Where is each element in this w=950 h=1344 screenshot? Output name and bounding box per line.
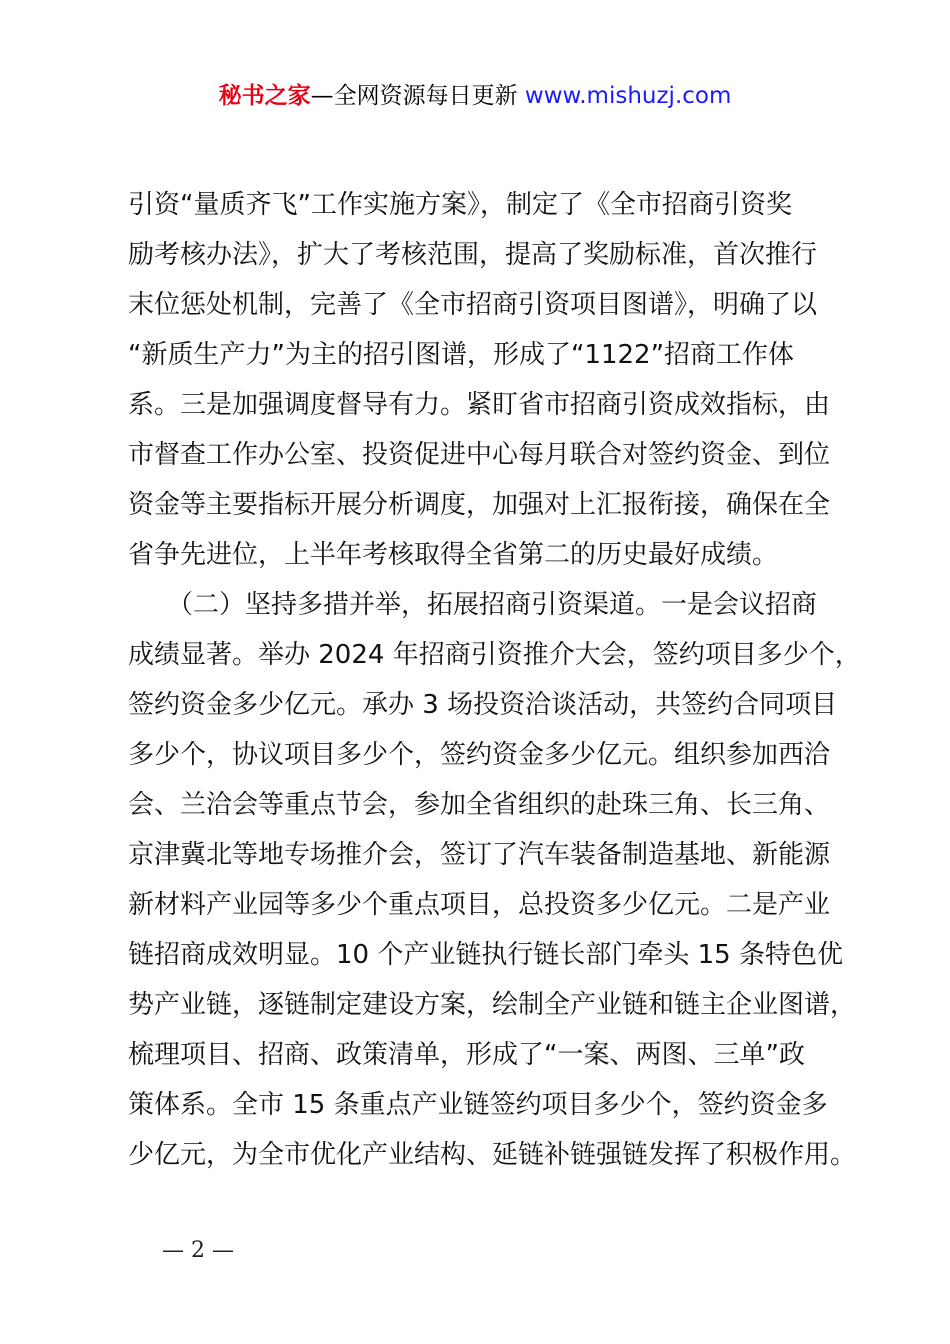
body-line: 省争先进位，上半年考核取得全省第二的历史最好成绩。 [128,540,779,570]
body-line: 末位惩处机制，完善了《全市招商引资项目图谱》，明确了以 [128,290,818,320]
body-line: 励考核办法》，扩大了考核范围，提高了奖励标准，首次推行 [128,240,818,270]
body-line: 链招商成效明显。10 个产业链执行链长部门牵头 15 条特色优 [128,940,843,970]
body-line: （二）坚持多措并举，拓展招商引资渠道。一是会议招商 [128,590,818,620]
body-line: 多少个，协议项目多少个，签约资金多少亿元。组织参加西洽 [128,740,831,770]
site-url-link[interactable]: www.mishuzj.com [524,83,732,109]
body-line: 会、兰洽会等重点节会，参加全省组织的赴珠三角、长三角、 [128,790,831,820]
body-line: 势产业链，逐链制定建设方案，绘制全产业链和链主企业图谱， [128,990,857,1020]
body-line: 策体系。全市 15 条重点产业链签约项目多少个，签约资金多 [128,1090,828,1120]
header-tagline: —全网资源每日更新 [310,83,518,109]
body-line: 签约资金多少亿元。承办 3 场投资洽谈活动，共签约合同项目 [128,690,838,720]
body-line: 新材料产业园等多少个重点项目，总投资多少亿元。二是产业 [128,890,831,920]
body-line: “新质生产力”为主的招引图谱，形成了“1122”招商工作体 [128,340,795,370]
body-line: 引资“量质齐飞”工作实施方案》，制定了《全市招商引资奖 [128,190,792,220]
page-number: — 2 — [162,1238,234,1263]
brand-name: 秘书之家 [218,83,311,109]
body-line: 成绩显著。举办 2024 年招商引资推介大会，签约项目多少个， [128,640,861,670]
site-header [0,80,950,112]
document-body [128,180,861,1180]
body-line: 京津冀北等地专场推介会，签订了汽车装备制造基地、新能源 [128,840,831,870]
body-line: 系。三是加强调度督导有力。紧盯省市招商引资成效指标，由 [128,390,831,420]
body-line: 市督查工作办公室、投资促进中心每月联合对签约资金、到位 [128,440,831,470]
body-line: 资金等主要指标开展分析调度，加强对上汇报衔接，确保在全 [128,490,831,520]
body-line: 少亿元，为全市优化产业结构、延链补链强链发挥了积极作用。 [128,1140,857,1170]
body-line: 梳理项目、招商、政策清单，形成了“一案、两图、三单”政 [128,1040,805,1070]
